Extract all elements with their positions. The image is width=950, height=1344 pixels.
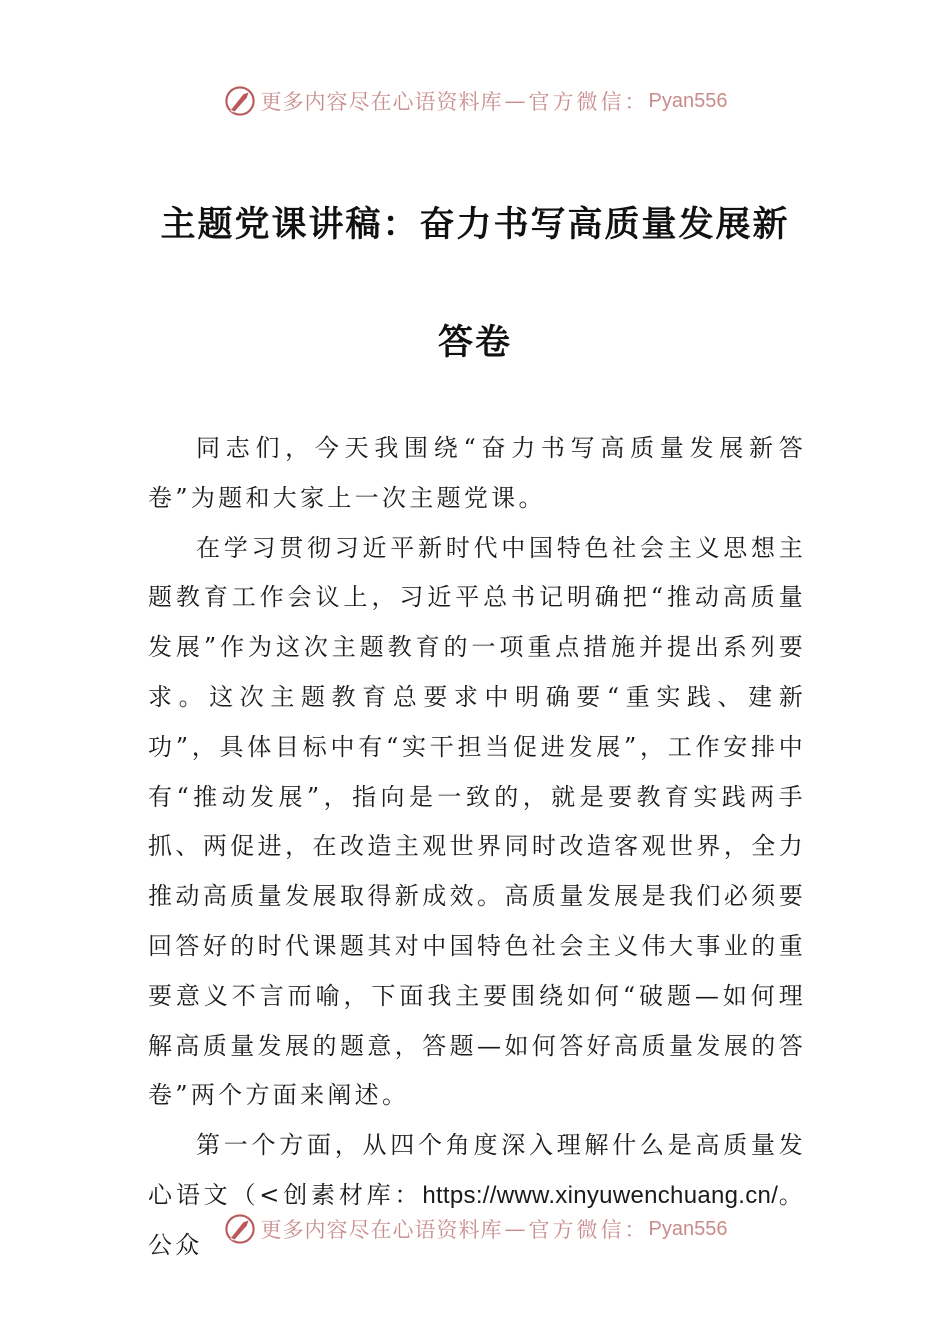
footer-watermark [0, 1212, 950, 1246]
watermark-wechat-id: Pyan556 [648, 89, 728, 112]
paragraph-first-aspect-tail: 。公众 [148, 1180, 806, 1259]
watermark-brand: 更多内容尽在心语资料库 [260, 90, 503, 114]
document-title: 主题党课讲稿：奋力书写高质量发展新答卷 [160, 205, 790, 363]
header-watermark [0, 84, 950, 118]
pen-nib-logo-icon [223, 84, 257, 118]
watermark-wechat-label: 官方微信： [528, 90, 649, 114]
watermark-wechat-id: Pyan556 [648, 1217, 728, 1240]
watermark-brand: 更多内容尽在心语资料库 [260, 1218, 503, 1242]
paragraph-first-aspect [148, 1121, 806, 1270]
pen-nib-logo-icon [223, 1212, 257, 1246]
watermark-separator: — [504, 1217, 527, 1241]
paragraph-intro: 同志们，今天我围绕“奋力书写高质量发展新答卷”为题和大家上一次主题党课。 [148, 434, 806, 512]
source-link[interactable]: https://www.xinyuwenchuang.cn/ [422, 1181, 779, 1209]
document-body [148, 424, 806, 1271]
paragraph-first-aspect-text: 第一个方面，从四个角度深入理解什么是高质量发心语文（<创素材库： [148, 1131, 806, 1209]
watermark-separator: — [504, 89, 527, 113]
watermark-wechat-label: 官方微信： [528, 1218, 649, 1242]
paragraph-background: 在学习贯彻习近平新时代中国特色社会主义思想主题教育工作会议上，习近平总书记明确把“推动高质量发展”作为这次主题教育的一项重点措施并提出系列要求。这次主题教育总要求中明确要“重实践、建新功”，具体目标中有“实干担当促进发展”，工作安排中有“推动发展”，指向是一致的，就是要教育实践两手抓、两促进，在改造主观世界同时改造客观世界，全力推动高质量发展取得新成效。高质量发展是我们必须要回答好的时代课题其对中国特色社会主义伟大事业的重要意义不言而喻，下面我主要围绕如何“破题—如何理解高质量发展的题意，答题—如何答好高质量发展的答卷”两个方面来阐述。 [148, 533, 806, 1110]
